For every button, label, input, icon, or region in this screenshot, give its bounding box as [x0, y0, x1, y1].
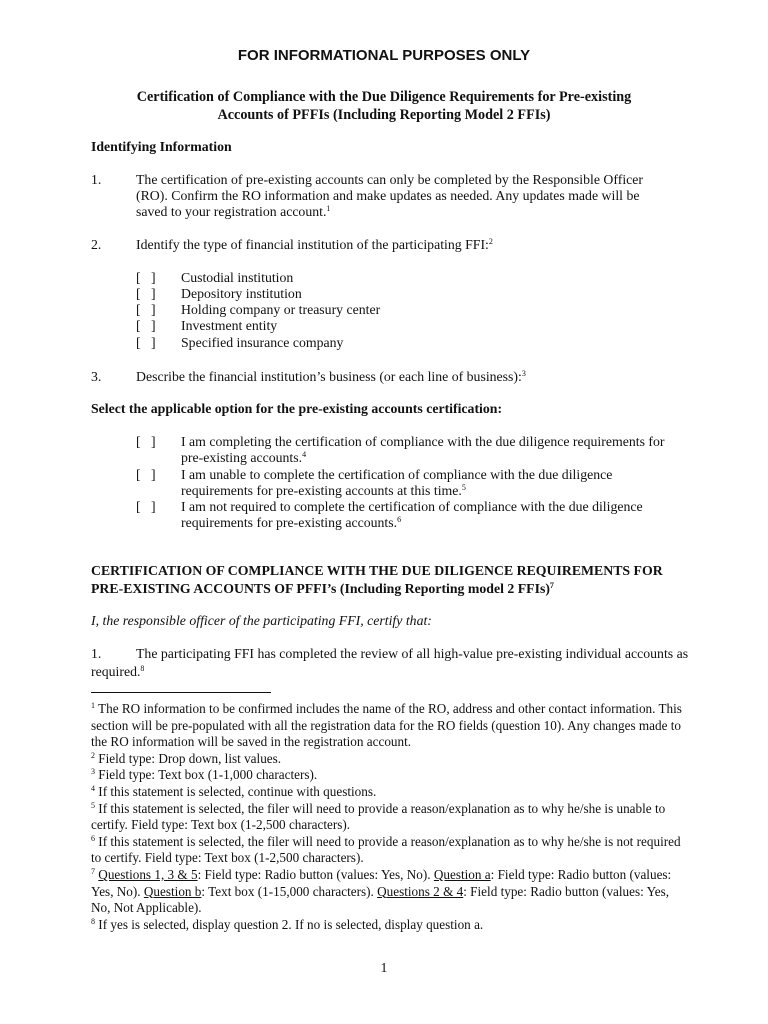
- footnote-2: [91, 751, 691, 768]
- item-2-text: [136, 237, 676, 253]
- item-3-number: 3.: [91, 369, 102, 384]
- cert-item-1-text: The participating FFI has completed the review of all high-value pre-existing individual accounts as required.: [91, 646, 689, 679]
- footnote-7: [91, 867, 691, 917]
- footnote-ref-5: 5: [461, 483, 466, 492]
- fi-type-checkbox[interactable]: [ ]: [136, 270, 156, 285]
- option-text: I am completing the certification of compliance with the due diligence requirements for pre-existing accounts.: [181, 434, 665, 465]
- item-1-body: The certification of pre-existing accounts can only be completed by the Responsible Officer (RO). Confirm the RO information and make updates as needed. Any updates made will be saved to your registration account.: [136, 172, 643, 219]
- informational-banner: FOR INFORMATIONAL PURPOSES ONLY: [237, 47, 531, 64]
- footnote-mark: 6: [91, 833, 95, 843]
- footnote-underlined: Questions 2 & 4: [377, 883, 464, 899]
- item-2-number: 2.: [91, 237, 102, 252]
- cert-item-1: [91, 645, 691, 681]
- footnote-text: Field type: Drop down, list values.: [95, 750, 282, 766]
- fi-type-label: Custodial institution: [181, 270, 294, 285]
- fi-type-label: Depository institution: [181, 286, 302, 301]
- identifying-information-heading: Identifying Information: [91, 139, 232, 154]
- option-checkbox[interactable]: [ ]: [136, 467, 156, 482]
- footnote-mark: 1: [91, 701, 95, 710]
- footnote-underlined: Question a: [433, 866, 491, 882]
- footnote-text: If this statement is selected, the filer will need to provide a reason/explanation as to why he/she is not required to certify. Field type: Text box (1-2,500 characters).: [91, 833, 681, 866]
- certification-heading-line-1: CERTIFICATION OF COMPLIANCE WITH THE DUE DILIGENCE REQUIREMENTS FOR: [91, 563, 663, 578]
- option-checkbox[interactable]: [ ]: [136, 499, 156, 514]
- footnote-text: If this statement is selected, the filer will need to provide a reason/explanation as to why he/she is unable to certify. Field type: Text box (1-2,500 characters).: [91, 800, 666, 833]
- footnote-5: [91, 801, 691, 834]
- item-3-body: Describe the financial institution’s business (or each line of business):: [136, 369, 522, 384]
- certify-intro: I, the responsible officer of the participating FFI, certify that:: [91, 613, 432, 628]
- footnote-underlined: Question b: [143, 883, 202, 899]
- footnote-text: Field type: Text box (1-1,000 characters).: [95, 767, 318, 783]
- fi-type-checkbox[interactable]: [ ]: [136, 318, 156, 333]
- fi-type-label: Investment entity: [181, 318, 278, 333]
- document-title: [90, 88, 678, 124]
- footnote-ref-1: 1: [326, 204, 331, 213]
- footnote-mark: 2: [91, 750, 95, 760]
- footnote-text: : Field type: Radio button (values: Yes, No).: [91, 866, 672, 899]
- footnote-separator: [91, 692, 271, 693]
- footnote-text: If this statement is selected, continue with questions.: [95, 783, 377, 799]
- footnote-ref-2: 2: [488, 237, 493, 246]
- item-3-text: [136, 369, 676, 385]
- item-1-number: 1.: [91, 172, 102, 187]
- title-line-2: Accounts of PFFIs (Including Reporting Model 2 FFIs): [217, 107, 551, 123]
- footnote-ref-3: 3: [521, 369, 526, 378]
- fi-type-checkbox[interactable]: [ ]: [136, 286, 156, 301]
- title-line-1: Certification of Compliance with the Due Diligence Requirements for Pre-existing: [136, 89, 632, 105]
- footnote-mark: 7: [91, 866, 95, 876]
- footnote-text: : Field type: Radio button (values: Yes, No, Not Applicable).: [91, 883, 670, 916]
- footnotes: [91, 701, 691, 933]
- footnote-mark: 3: [91, 767, 95, 777]
- footnote-4: [91, 784, 691, 801]
- certification-heading: [91, 562, 691, 598]
- footnote-mark: 8: [91, 916, 95, 926]
- footnote-8: [91, 917, 691, 934]
- option-label: [181, 467, 681, 499]
- footnote-text: The RO information to be confirmed includes the name of the RO, address and other contact information. This section will be pre-populated with all the registration data for the RO fields (question 10). Any changes made to the RO information will be saved in the registration account.: [91, 701, 682, 750]
- footnote-mark: 5: [91, 800, 95, 810]
- fi-type-label: Holding company or treasury center: [181, 302, 381, 317]
- option-text: I am not required to complete the certification of compliance with the due diligence requirements for pre-existing accounts.: [181, 499, 643, 530]
- item-2-body: Identify the type of financial institution of the participating FFI:: [136, 237, 489, 252]
- footnote-3: [91, 767, 691, 784]
- page-number: 1: [380, 960, 388, 975]
- footnote-mark: 4: [91, 783, 95, 793]
- footnote-ref-4: 4: [302, 450, 307, 459]
- footnote-text: If yes is selected, display question 2. If no is selected, display question a.: [95, 916, 484, 932]
- fi-type-checkbox[interactable]: [ ]: [136, 335, 156, 350]
- option-label: [181, 499, 681, 531]
- footnote-text: : Field type: Radio button (values: Yes, No).: [197, 866, 434, 882]
- footnote-ref-6: 6: [397, 515, 402, 524]
- fi-type-checkbox[interactable]: [ ]: [136, 302, 156, 317]
- footnote-ref-8: 8: [140, 664, 145, 673]
- certification-heading-line-2: [91, 580, 691, 598]
- certification-heading-line-2-text: PRE-EXISTING ACCOUNTS OF PFFI’s (Including Reporting model 2 FFIs): [91, 581, 550, 596]
- select-option-heading: Select the applicable option for the pre-existing accounts certification:: [91, 401, 503, 416]
- option-label: [181, 434, 681, 466]
- footnote-6: [91, 834, 691, 867]
- fi-type-label: Specified insurance company: [181, 335, 344, 350]
- option-checkbox[interactable]: [ ]: [136, 434, 156, 449]
- footnote-text: : Text box (1-15,000 characters).: [201, 883, 378, 899]
- footnote-1: [91, 701, 691, 751]
- cert-item-1-number: 1.: [91, 646, 102, 661]
- footnote-ref-7: 7: [549, 581, 554, 590]
- footnote-underlined: Questions 1, 3 & 5: [98, 866, 198, 882]
- item-1-text: [136, 172, 656, 220]
- option-text: I am unable to complete the certification of compliance with the due diligence requirements for pre-existing accounts at this time.: [181, 467, 613, 498]
